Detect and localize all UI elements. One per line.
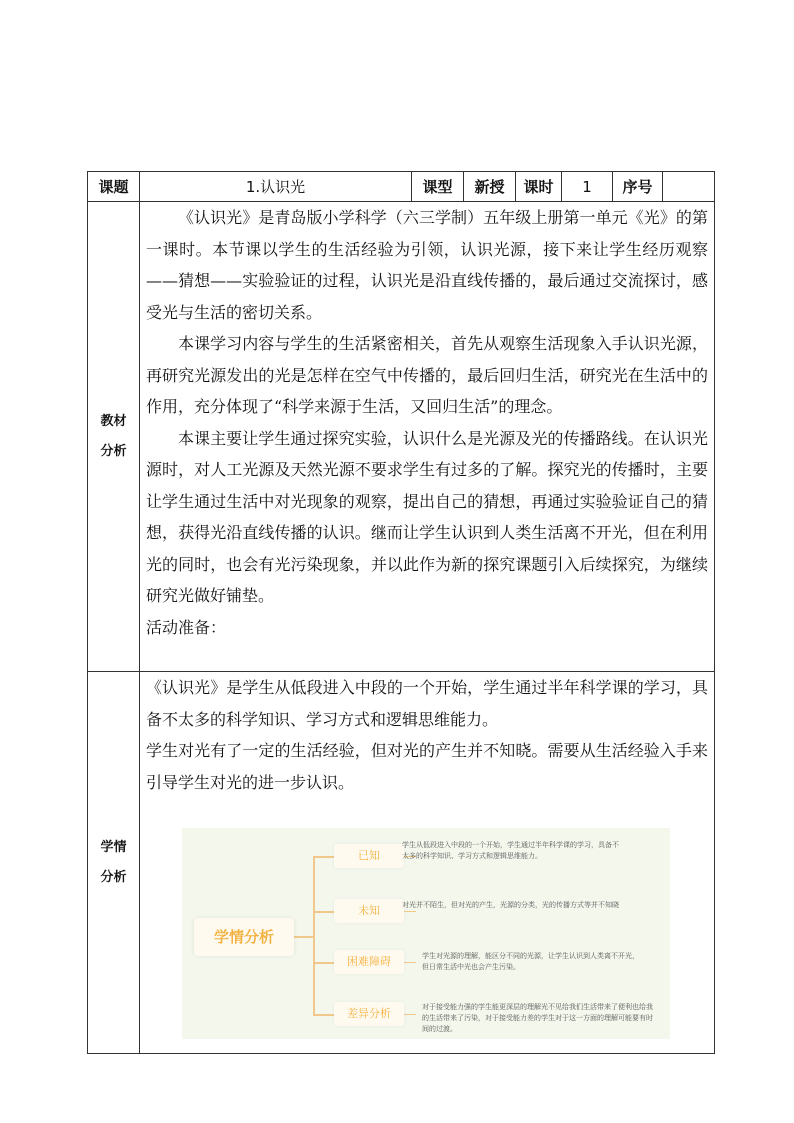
material-label-line1: 教材 — [100, 413, 127, 429]
topic-label: 课题 — [88, 172, 140, 202]
material-paragraph-4: 活动准备： — [146, 617, 227, 637]
mindmap-node-unknown: 未知 — [334, 899, 404, 923]
mindmap-node-known: 已知 — [334, 844, 404, 868]
type-label: 课型 — [412, 172, 464, 202]
mindmap-root: 学情分析 — [194, 918, 294, 956]
mindmap-leaf-line-3 — [404, 962, 416, 963]
material-paragraph-1: 《认识光》是青岛版小学科学（六三学制）五年级上册第一单元《光》的第一课时。本节课以学生的生活经验为引领，认识光源，接下来让学生经历观察——猜想——实验验证的过程，认识光是沿直线传播的，最后通过交流探讨，感受光与生活的密切关系。 — [146, 208, 708, 322]
mindmap-text-unknown: 对光并不陌生，但对光的产生，光源的分类，光的传播方式等并不知晓 — [402, 901, 619, 909]
material-paragraph-3: 本课主要让学生通过探究实验，认识什么是光源及光的传播路线。在认识光源时，对人工光源及天然光源不要求学生有过多的了解。探究光的传播时，主要让学生通过生活中对光现象的观察，提出自己的猜想，再通过实验验证自己的猜想，获得光沿直线传播的认识。继而让学生认识到人类生活离不开光，但在利用光的同时，也会有光污染现象，并以此作为新的探究课题引入后续探究，为继续研究光做好铺垫。 — [146, 428, 708, 605]
topic-value: 1.认识光 — [140, 172, 412, 202]
mindmap-text-difference: 对于接受能力强的学生能更深层的理解光不见给我们生活带来了便利也给我的生活带来了污染，对于接受能力差的学生对于这一方面的理解可能要有时间的过渡。 — [422, 1003, 653, 1033]
student-analysis-mindmap — [182, 828, 670, 1039]
mindmap-leaf-line-2 — [404, 911, 416, 912]
students-label-line1: 学情 — [100, 839, 127, 855]
header-row — [88, 172, 715, 202]
mindmap-node-difference: 差异分析 — [334, 1002, 404, 1026]
mindmap-branch-4 — [313, 1014, 334, 1016]
material-content — [140, 202, 715, 672]
material-row — [88, 202, 715, 672]
students-label-line2: 分析 — [100, 869, 127, 885]
seq-value — [663, 172, 715, 202]
students-label — [88, 672, 140, 1054]
students-paragraph-2: 学生对光有了一定的生活经验，但对光的产生并不知晓。需要从生活经验入手来引导学生对光的进一步认识。 — [146, 741, 708, 792]
mindmap-node-difficulty: 困难障碍 — [334, 950, 404, 974]
mindmap-branch-1 — [313, 856, 334, 858]
mindmap-branch-2 — [313, 911, 334, 913]
mindmap-text-known: 学生从低段进入中段的一个开始，学生通过半年科学课的学习，具备不太多的科学知识、学习方式和逻辑思维能力。 — [402, 841, 619, 860]
mindmap-text-difficulty: 学生对光源的理解，能区分不同的光源，让学生认识到人类离不开光，但日常生活中光也会产生污染。 — [422, 952, 639, 971]
mindmap-leaf-line-4 — [404, 1014, 416, 1015]
mindmap-connector — [294, 936, 314, 938]
type-value: 新授 — [464, 172, 516, 202]
students-paragraph-1: 《认识光》是学生从低段进入中段的一个开始，学生通过半年科学课的学习，具备不太多的科学知识、学习方式和逻辑思维能力。 — [146, 678, 708, 729]
material-paragraph-2: 本课学习内容与学生的生活紧密相关，首先从观察生活现象入手认识光源，再研究光源发出的光是怎样在空气中传播的，最后回归生活，研究光在生活中的作用，充分体现了“科学来源于生活，又回归生活”的理念。 — [146, 334, 708, 416]
hours-value: 1 — [562, 172, 613, 202]
mindmap-branch-3 — [313, 962, 334, 964]
material-label — [88, 202, 140, 672]
mindmap-trunk — [313, 856, 315, 1014]
hours-label: 课时 — [516, 172, 562, 202]
material-label-line2: 分析 — [100, 443, 127, 459]
seq-label: 序号 — [613, 172, 663, 202]
